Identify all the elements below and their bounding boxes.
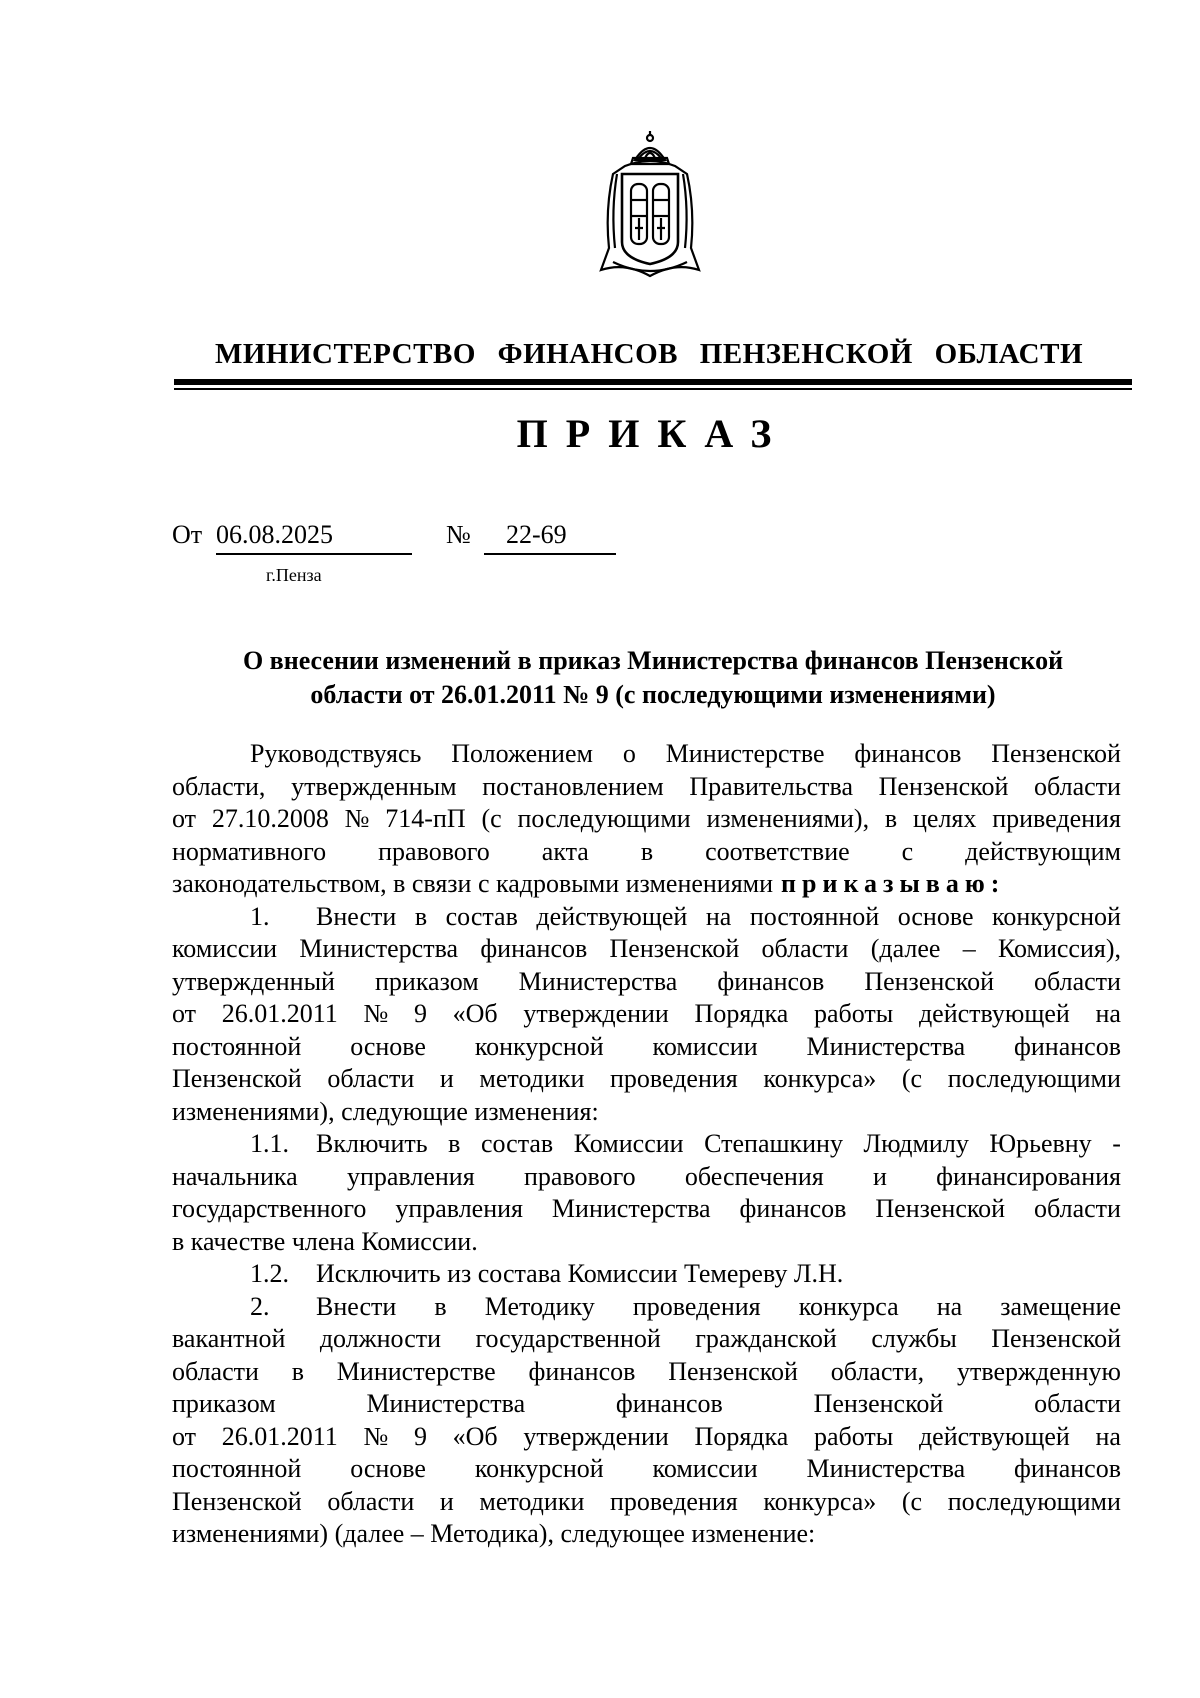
word: Правительства [689, 771, 853, 801]
word: о [622, 739, 636, 768]
word: государственной [475, 1324, 661, 1353]
item-number: 1.1. [250, 1129, 289, 1158]
word: 9 [413, 1421, 427, 1451]
city-name: г.Пенза [266, 565, 322, 585]
word: Порядка [694, 999, 789, 1028]
word: «Об [452, 1421, 498, 1451]
text-line [172, 1388, 1121, 1421]
word: и [439, 1064, 454, 1093]
word: Руководствуясь [250, 739, 422, 768]
text-line [172, 1323, 1121, 1356]
ministry-word: МИНИСТЕРСТВО [214, 338, 476, 370]
text-line: в качестве члена Комиссии. [172, 1226, 478, 1256]
word: области [1034, 1194, 1121, 1223]
list-item [172, 1128, 1121, 1161]
word: Методику [484, 1291, 595, 1321]
word: Комиссия), [997, 934, 1121, 963]
word: области [327, 1064, 415, 1093]
word: области [172, 1356, 259, 1386]
word: финансов [1014, 1454, 1121, 1483]
word: управления [395, 1194, 524, 1223]
text-fragment [316, 901, 1121, 934]
word: в [434, 1291, 447, 1321]
word: 26.01.2011 [221, 1421, 338, 1451]
word: (с [901, 1486, 923, 1516]
word: конкурсной [474, 1454, 604, 1483]
word: Министерстве [336, 1356, 496, 1386]
word: области, [172, 771, 266, 801]
word: работы [813, 1421, 894, 1451]
word: (далее [870, 934, 941, 963]
word: проведения [632, 1291, 761, 1321]
word: проведения [609, 1486, 738, 1516]
word: Пензенской [878, 771, 1009, 801]
word: в [414, 901, 428, 931]
word: постоянной [172, 1454, 302, 1483]
text-line [172, 771, 1121, 804]
word: Министерства [806, 1454, 966, 1483]
text-line [172, 1161, 1121, 1194]
word: Порядка [694, 1421, 789, 1451]
text-line [172, 933, 1121, 966]
ministry-word: ПЕНЗЕНСКОЙ [699, 338, 913, 370]
word: области [1034, 1389, 1121, 1418]
text-line [172, 1453, 1121, 1486]
word: Министерстве [665, 739, 825, 768]
word: и [872, 1161, 887, 1191]
word: конкурса» [763, 1064, 877, 1093]
word: Пензенской [813, 1389, 944, 1418]
word: Пензенской [668, 1356, 798, 1386]
text-line [172, 1486, 1121, 1519]
word: действующей [918, 999, 1070, 1028]
word: финансов [854, 739, 962, 768]
word: должности [319, 1324, 442, 1353]
word: постановлением [482, 771, 664, 801]
text-line [172, 1356, 1121, 1389]
word: Пензенской [991, 739, 1121, 768]
word: финансов [1014, 1031, 1121, 1061]
word: от [172, 999, 197, 1028]
word: Пензенской [172, 1486, 302, 1516]
word: от [172, 804, 197, 833]
word: в [884, 804, 898, 833]
word: последующими [517, 804, 691, 833]
word: «Об [452, 999, 498, 1028]
word: с [901, 836, 914, 866]
word: методики [479, 1064, 585, 1093]
word: 26.01.2011 [221, 999, 338, 1028]
penza-coat-of-arms-icon [595, 130, 705, 280]
text-line: изменениями) (далее – Методика), следующее изменение: [172, 1519, 816, 1548]
text-line [172, 738, 1121, 771]
word: нормативного [172, 836, 327, 866]
word: в [291, 1356, 304, 1386]
word: Министерства [551, 1194, 711, 1223]
order-number: 22-69 [484, 520, 616, 555]
word: действующей [918, 1421, 1070, 1451]
word: целях [913, 804, 977, 833]
order-date: 06.08.2025 [216, 520, 412, 555]
word: Людмилу [863, 1129, 969, 1158]
word: утвержденным [291, 771, 457, 801]
word: № [363, 1421, 389, 1451]
word: конкурса [798, 1291, 899, 1321]
word: 9 [413, 999, 427, 1028]
word: комиссии [652, 1454, 758, 1483]
word: финансов [480, 934, 588, 963]
word: приказом [172, 1389, 276, 1418]
word: 27.10.2008 [211, 804, 329, 833]
word: соответствие [705, 836, 850, 866]
word: Пензенской [609, 934, 740, 963]
text-line: изменениями), следующие изменения: [172, 1096, 599, 1126]
subject-line: О внесении изменений в приказ Министерства финансов Пензенской [242, 646, 1064, 675]
word: проведения [609, 1064, 738, 1093]
subject-line: области от 26.01.2011 № 9 (с последующими изменениями) [310, 680, 996, 709]
word: на [1095, 999, 1121, 1028]
word: Внести [316, 1291, 397, 1321]
word: Министерства [518, 966, 678, 996]
text-fragment [316, 1128, 1121, 1161]
order-word: приказываю: [781, 869, 1006, 898]
ministry-word: ФИНАНСОВ [497, 338, 679, 370]
word: гражданской [695, 1324, 837, 1353]
text-line [172, 966, 1121, 999]
number-label: № [446, 520, 471, 549]
word: Пензенской [991, 1324, 1121, 1353]
text-fragment: Исключить из состава Комиссии Темереву Л.Н. [316, 1259, 844, 1288]
word: службы [871, 1324, 957, 1353]
word: комиссии [172, 934, 278, 963]
word: области [1034, 771, 1121, 801]
word: конкурсной [992, 901, 1121, 931]
header-divider-thin [174, 388, 1132, 390]
word: Пензенской [875, 1194, 1006, 1223]
word: правового [378, 836, 490, 866]
word: приведения [992, 804, 1121, 833]
text-fragment: законодательством, в связи с кадровыми изменениями [172, 869, 774, 898]
word: на [1095, 1421, 1121, 1451]
word: основе [350, 1454, 426, 1483]
word: обеспечения [684, 1161, 824, 1191]
header-divider-thick [174, 379, 1132, 385]
word: Пензенской [864, 966, 995, 996]
word: от [172, 1421, 197, 1451]
word: (с [481, 804, 502, 833]
word: области [761, 934, 849, 963]
word: финансов [615, 1389, 723, 1418]
word: утверждении [523, 1421, 669, 1451]
word: Министерства [366, 1389, 526, 1418]
text-line [172, 868, 1121, 901]
word: Включить [316, 1129, 428, 1158]
word: утвержденный [172, 966, 335, 996]
word: работы [813, 999, 894, 1028]
word: вакантной [172, 1324, 286, 1353]
word: № [363, 999, 389, 1028]
word: области, [830, 1356, 925, 1386]
word: Юрьевну [989, 1129, 1092, 1158]
text-line [172, 803, 1121, 836]
word: - [1112, 1129, 1121, 1158]
word: Министерства [806, 1031, 966, 1061]
word: Министерства [299, 934, 459, 963]
word: финансов [528, 1356, 636, 1386]
text-line [172, 1063, 1121, 1096]
text-line [172, 1193, 1121, 1226]
list-item [172, 1258, 1121, 1291]
word: и [439, 1486, 454, 1516]
text-line [172, 836, 1121, 869]
word: финансов [717, 966, 825, 996]
list-item [172, 901, 1121, 934]
ministry-name [174, 338, 1124, 371]
word: (с [901, 1064, 923, 1093]
word: конкурса» [763, 1486, 877, 1516]
word: финансов [739, 1194, 847, 1223]
word: последующими [947, 1486, 1121, 1516]
word: Комиссии [573, 1129, 684, 1158]
word: акта [541, 836, 589, 866]
word: последующими [947, 1064, 1121, 1093]
word: приказом [374, 966, 479, 996]
text-line [172, 1421, 1121, 1454]
word: начальника [172, 1161, 298, 1191]
word: методики [479, 1486, 585, 1516]
word: постоянной [749, 901, 880, 931]
word: № [344, 804, 370, 833]
word: управления [346, 1161, 475, 1191]
word: действующим [965, 836, 1121, 866]
word: изменениями), [706, 804, 870, 833]
word: 714-пП [385, 804, 466, 833]
word: Степашкину [704, 1129, 843, 1158]
word: Внести [316, 901, 397, 931]
word: Положением [451, 739, 593, 768]
word: утвержденную [956, 1356, 1121, 1386]
word: утверждении [523, 999, 669, 1028]
date-label: От [172, 520, 203, 549]
word: в [640, 836, 654, 866]
word: в [448, 1129, 461, 1158]
order-body [172, 738, 1121, 1551]
text-line [172, 1031, 1121, 1064]
word: финансирования [936, 1161, 1121, 1191]
text-line [172, 998, 1121, 1031]
word: Пензенской [172, 1064, 302, 1093]
text-fragment [316, 1291, 1121, 1324]
word: на [705, 901, 732, 931]
list-item [172, 1291, 1121, 1324]
ministry-word: ОБЛАСТИ [934, 338, 1084, 370]
word: правового [523, 1161, 636, 1191]
item-number: 1.2. [250, 1259, 289, 1288]
word: постоянной [172, 1031, 302, 1061]
word: государственного [172, 1194, 367, 1223]
word: состав [445, 901, 518, 931]
word: действующей [536, 901, 688, 931]
word: основе [350, 1031, 426, 1061]
order-subject [174, 644, 1132, 712]
word: – [962, 934, 976, 963]
document-type: ПРИКАЗ [516, 411, 790, 456]
word: области [327, 1486, 415, 1516]
word: состав [480, 1129, 554, 1158]
word: замещение [1000, 1291, 1121, 1321]
word: области [1034, 966, 1121, 996]
word: конкурсной [474, 1031, 604, 1061]
item-number: 1. [250, 901, 270, 931]
word: комиссии [652, 1031, 758, 1061]
word: на [936, 1291, 963, 1321]
word: основе [897, 901, 974, 931]
item-number: 2. [250, 1291, 270, 1321]
